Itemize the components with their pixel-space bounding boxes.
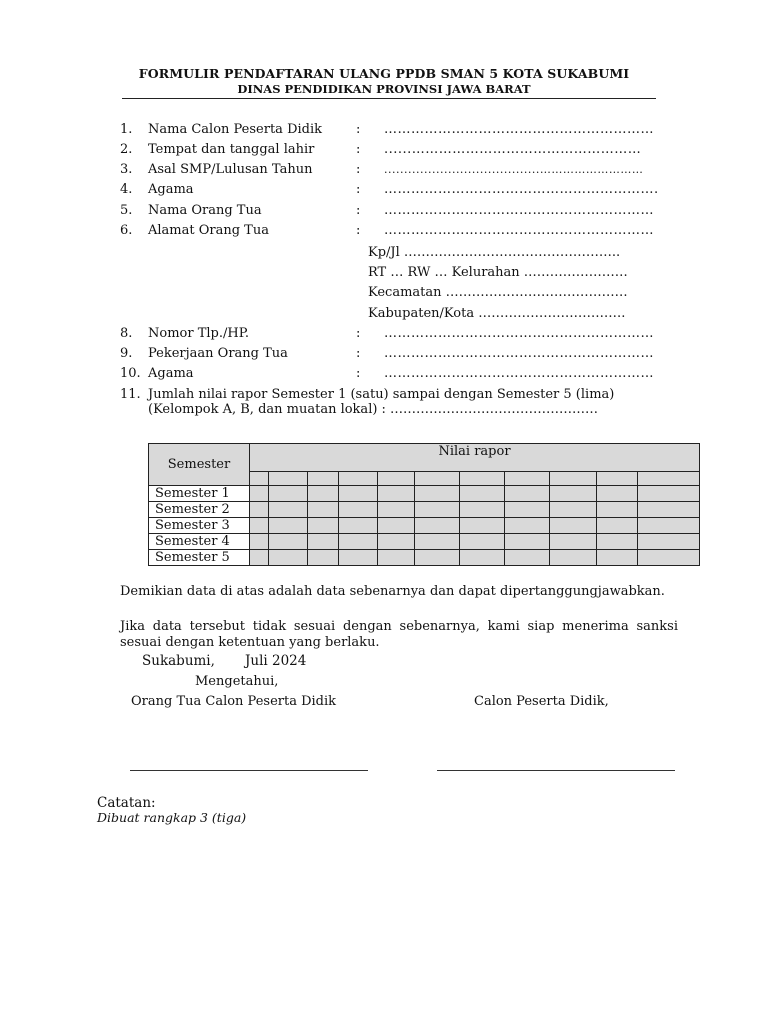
fill-line[interactable]: …………………………………………………… — [384, 122, 654, 137]
signature-line-right[interactable] — [437, 770, 675, 771]
place-date: Sukabumi, Juli 2024 — [142, 653, 307, 669]
grades-table — [148, 443, 700, 566]
note-text: Dibuat rangkap 3 (tiga) — [97, 810, 247, 825]
signer-right: Calon Peserta Didik, — [474, 694, 609, 709]
address-street[interactable]: Kp/Jl ………………………………………….. — [368, 245, 621, 260]
statement-paragraph-2: Jika data tersebut tidak sesuai dengan sebenarnya, kami siap menerima sanksi sesuai dengan ketentuan yang berlaku. — [120, 619, 678, 650]
note-title: Catatan: — [97, 795, 156, 811]
fill-line[interactable]: …………………………………………………… — [384, 366, 654, 381]
table-row: Semester 1 — [149, 486, 700, 502]
fill-line[interactable]: …………………………………………………… — [384, 203, 654, 218]
form-header — [0, 66, 768, 96]
acknowledged-label: Mengetahui, — [195, 674, 279, 689]
table-row: Semester 2 — [149, 502, 700, 518]
fill-line[interactable]: …………………………………………………… — [384, 346, 654, 361]
address-district[interactable]: Kecamatan …………………………………… — [368, 285, 628, 300]
form-subtitle: DINAS PENDIDIKAN PROVINSI JAWA BARAT — [237, 82, 531, 96]
table-row: Semester 4 — [149, 534, 700, 550]
semester-header: Semester — [149, 444, 250, 486]
table-row: Semester 5 — [149, 550, 700, 566]
statement-paragraph-1: Demikian data di atas adalah data sebenarnya dan dapat dipertanggungjawabkan. — [120, 584, 665, 599]
header-divider — [122, 98, 656, 99]
signer-left: Orang Tua Calon Peserta Didik — [131, 694, 337, 709]
table-row: Semester 3 — [149, 518, 700, 534]
fill-line[interactable]: …………………………………………………… — [384, 223, 654, 238]
address-regency[interactable]: Kabupaten/Kota ……………………………. — [368, 306, 626, 321]
address-rt-rw[interactable]: RT … RW … Kelurahan …………………… — [368, 265, 628, 280]
fill-line[interactable]: ......…………………………………………… — [384, 142, 642, 157]
form-title: FORMULIR PENDAFTARAN ULANG PPDB SMAN 5 KOTA SUKABUMI — [138, 66, 630, 81]
signature-line-left[interactable] — [130, 770, 368, 771]
fill-line[interactable]: .......................................……………………… — [384, 163, 644, 176]
fill-line[interactable]: …………………………………………………… — [384, 326, 654, 341]
nilai-header: Nilai rapor — [250, 444, 700, 472]
fill-line[interactable]: ……………………………………………………. — [384, 182, 659, 197]
